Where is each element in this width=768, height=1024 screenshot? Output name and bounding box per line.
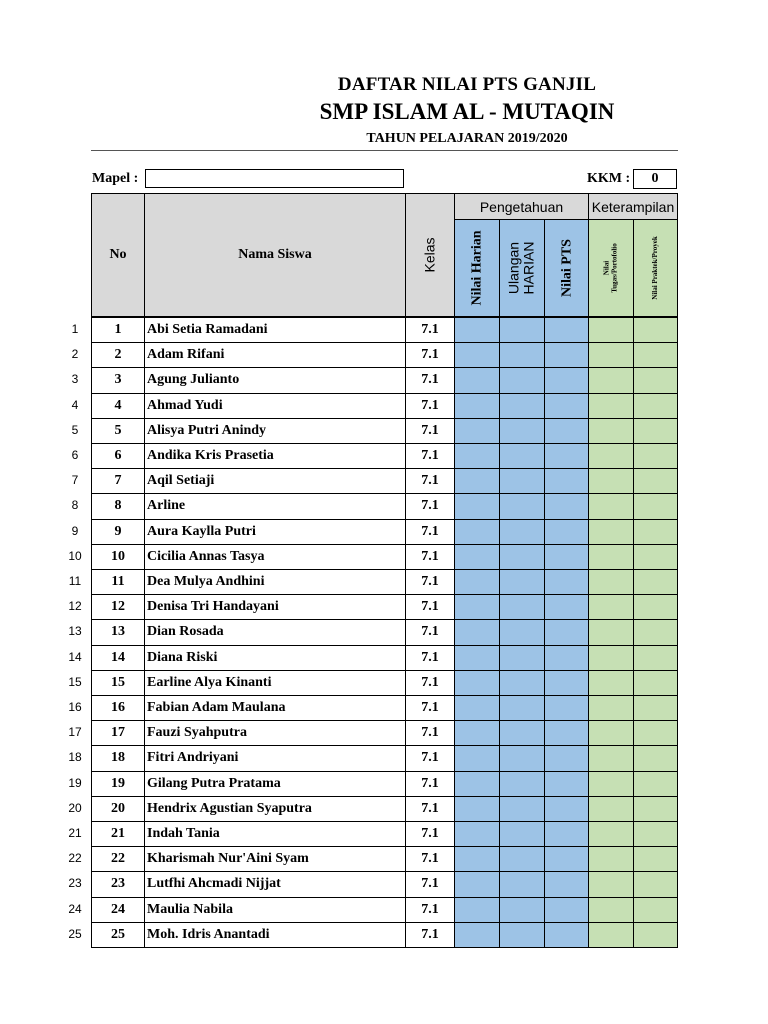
student-name-cell[interactable]: Kharismah Nur'Aini Syam xyxy=(144,847,406,872)
ulangan-harian-cell[interactable] xyxy=(499,368,545,393)
student-name-cell[interactable]: Dian Rosada xyxy=(144,620,406,645)
nilai-harian-cell[interactable] xyxy=(454,368,500,393)
student-no-cell[interactable]: 7 xyxy=(91,469,145,494)
praktek-proyek-cell[interactable] xyxy=(633,595,678,620)
student-name-cell[interactable]: Aura Kaylla Putri xyxy=(144,520,406,545)
student-no-cell[interactable]: 2 xyxy=(91,343,145,368)
praktek-proyek-cell[interactable] xyxy=(633,343,678,368)
praktek-proyek-cell[interactable] xyxy=(633,746,678,771)
praktek-proyek-cell[interactable] xyxy=(633,721,678,746)
praktek-proyek-cell[interactable] xyxy=(633,646,678,671)
student-class-cell[interactable]: 7.1 xyxy=(405,494,455,519)
row-number: 15 xyxy=(68,674,82,689)
nilai-harian-cell[interactable] xyxy=(454,721,500,746)
praktek-proyek-cell[interactable] xyxy=(633,847,678,872)
row-number: 24 xyxy=(68,901,82,916)
tugas-portofolio-cell[interactable] xyxy=(588,419,634,444)
student-no-cell[interactable]: 14 xyxy=(91,646,145,671)
ulangan-line-1: Ulangan xyxy=(505,241,522,295)
row-number: 23 xyxy=(68,876,82,891)
column-header-ulangan-harian-label xyxy=(507,242,538,295)
mapel-label: Mapel : xyxy=(92,171,139,186)
student-no-cell[interactable]: 22 xyxy=(91,847,145,872)
nilai-pts-cell[interactable] xyxy=(544,394,589,419)
table-row xyxy=(0,847,768,872)
row-number: 18 xyxy=(68,750,82,765)
tugas-portofolio-cell[interactable] xyxy=(588,570,634,595)
row-number: 21 xyxy=(68,826,82,840)
student-name-cell[interactable]: Hendrix Agustian Syaputra xyxy=(144,797,406,822)
ulangan-harian-cell[interactable] xyxy=(499,469,545,494)
student-name-cell[interactable]: Denisa Tri Handayani xyxy=(144,595,406,620)
row-number: 4 xyxy=(71,397,79,412)
column-header-nilai-pts-label: Nilai PTS xyxy=(558,239,574,297)
table-row xyxy=(0,872,768,897)
table-row xyxy=(0,318,768,343)
ulangan-line-2: HARIAN xyxy=(521,241,537,295)
document-title: DAFTAR NILAI PTS GANJIL xyxy=(337,74,597,95)
tugas-portofolio-cell[interactable] xyxy=(588,646,634,671)
nilai-harian-cell[interactable] xyxy=(454,872,500,897)
tugas-portofolio-cell[interactable] xyxy=(588,469,634,494)
student-no-cell[interactable]: 3 xyxy=(91,368,145,393)
student-name-cell[interactable]: Arline xyxy=(144,494,406,519)
nilai-pts-cell[interactable] xyxy=(544,318,589,343)
nilai-harian-cell[interactable] xyxy=(454,520,500,545)
praktek-proyek-cell[interactable] xyxy=(633,469,678,494)
nilai-pts-cell[interactable] xyxy=(544,343,589,368)
ulangan-harian-cell[interactable] xyxy=(499,923,545,948)
ulangan-harian-cell[interactable] xyxy=(499,343,545,368)
nilai-harian-cell[interactable] xyxy=(454,646,500,671)
table-row xyxy=(0,444,768,469)
table-row xyxy=(0,494,768,519)
ulangan-harian-cell[interactable] xyxy=(499,444,545,469)
tugas-portofolio-cell[interactable] xyxy=(588,620,634,645)
tugas-portofolio-cell[interactable] xyxy=(588,494,634,519)
column-header-nama-label: Nama Siswa xyxy=(238,247,312,262)
nilai-pts-cell[interactable] xyxy=(544,419,589,444)
tugas-portofolio-cell[interactable] xyxy=(588,368,634,393)
student-class-cell[interactable]: 7.1 xyxy=(405,721,455,746)
tugas-line-2: Tugas/Portofolio xyxy=(610,243,618,293)
ulangan-harian-cell[interactable] xyxy=(499,545,545,570)
praktek-proyek-cell[interactable] xyxy=(633,923,678,948)
row-number: 17 xyxy=(68,725,82,740)
ulangan-harian-cell[interactable] xyxy=(499,520,545,545)
student-name-cell[interactable]: Agung Julianto xyxy=(144,368,406,393)
table-row xyxy=(0,394,768,419)
nilai-pts-cell[interactable] xyxy=(544,822,589,847)
nilai-pts-cell[interactable] xyxy=(544,494,589,519)
table-row xyxy=(0,822,768,847)
praktek-proyek-cell[interactable] xyxy=(633,444,678,469)
student-no-cell[interactable]: 5 xyxy=(91,419,145,444)
row-number: 7 xyxy=(71,473,79,488)
column-header-nilai-harian xyxy=(454,219,500,317)
student-name-cell[interactable]: Adam Rifani xyxy=(144,343,406,368)
column-header-nilai-harian-label: Nilai Harian xyxy=(469,230,485,306)
praktek-proyek-cell[interactable] xyxy=(633,394,678,419)
student-class-cell[interactable]: 7.1 xyxy=(405,923,455,948)
student-name-cell[interactable]: Indah Tania xyxy=(144,822,406,847)
nilai-harian-cell[interactable] xyxy=(454,595,500,620)
ulangan-harian-cell[interactable] xyxy=(499,746,545,771)
student-name-cell[interactable]: Cicilia Annas Tasya xyxy=(144,545,406,570)
student-name-cell[interactable]: Ahmad Yudi xyxy=(144,394,406,419)
nilai-harian-cell[interactable] xyxy=(454,696,500,721)
student-name-cell[interactable]: Diana Riski xyxy=(144,646,406,671)
table-row xyxy=(0,923,768,948)
column-header-praktek-proyek-label: Nilai Praktek/Proyek xyxy=(650,236,659,300)
nilai-pts-cell[interactable] xyxy=(544,772,589,797)
nilai-pts-cell[interactable] xyxy=(544,368,589,393)
nilai-pts-cell[interactable] xyxy=(544,847,589,872)
student-no-cell[interactable]: 4 xyxy=(91,394,145,419)
student-class-cell[interactable]: 7.1 xyxy=(405,419,455,444)
student-no-cell[interactable]: 8 xyxy=(91,494,145,519)
tugas-portofolio-cell[interactable] xyxy=(588,444,634,469)
student-class-cell[interactable]: 7.1 xyxy=(405,847,455,872)
column-header-kelas xyxy=(405,193,455,317)
student-name-cell[interactable]: Moh. Idris Anantadi xyxy=(144,923,406,948)
group-header-pengetahuan-label: Pengetahuan xyxy=(479,198,564,215)
row-number: 13 xyxy=(68,624,82,639)
ulangan-harian-cell[interactable] xyxy=(499,898,545,923)
student-no-cell[interactable]: 17 xyxy=(91,721,145,746)
nilai-harian-cell[interactable] xyxy=(454,746,500,771)
nilai-pts-cell[interactable] xyxy=(544,620,589,645)
student-class-cell[interactable]: 7.1 xyxy=(405,872,455,897)
student-no-cell[interactable]: 15 xyxy=(91,671,145,696)
student-no-cell[interactable]: 18 xyxy=(91,746,145,771)
row-number: 8 xyxy=(71,498,79,513)
tugas-portofolio-cell[interactable] xyxy=(588,822,634,847)
student-no-cell[interactable]: 1 xyxy=(91,318,145,343)
tugas-portofolio-cell[interactable] xyxy=(588,872,634,897)
tugas-portofolio-cell[interactable] xyxy=(588,343,634,368)
row-number: 20 xyxy=(68,800,82,815)
nilai-harian-cell[interactable] xyxy=(454,469,500,494)
nilai-pts-cell[interactable] xyxy=(544,646,589,671)
student-no-cell[interactable]: 23 xyxy=(91,872,145,897)
student-class-cell[interactable]: 7.1 xyxy=(405,797,455,822)
student-class-cell[interactable]: 7.1 xyxy=(405,444,455,469)
praktek-proyek-cell[interactable] xyxy=(633,520,678,545)
row-number: 10 xyxy=(68,548,82,563)
praktek-proyek-cell[interactable] xyxy=(633,419,678,444)
nilai-pts-cell[interactable] xyxy=(544,595,589,620)
praktek-proyek-cell[interactable] xyxy=(633,570,678,595)
row-number: 19 xyxy=(68,775,82,790)
table-row xyxy=(0,595,768,620)
mapel-input[interactable] xyxy=(145,169,404,188)
student-class-cell[interactable]: 7.1 xyxy=(405,646,455,671)
tugas-portofolio-cell[interactable] xyxy=(588,318,634,343)
column-header-tugas-portofolio-label xyxy=(603,243,618,293)
column-header-no xyxy=(91,193,145,317)
student-class-cell[interactable]: 7.1 xyxy=(405,570,455,595)
table-row xyxy=(0,721,768,746)
nilai-pts-cell[interactable] xyxy=(544,469,589,494)
tugas-portofolio-cell[interactable] xyxy=(588,394,634,419)
nilai-harian-cell[interactable] xyxy=(454,494,500,519)
student-class-cell[interactable]: 7.1 xyxy=(405,620,455,645)
ulangan-harian-cell[interactable] xyxy=(499,318,545,343)
student-class-cell[interactable]: 7.1 xyxy=(405,520,455,545)
tugas-portofolio-cell[interactable] xyxy=(588,746,634,771)
nilai-harian-cell[interactable] xyxy=(454,772,500,797)
ulangan-harian-cell[interactable] xyxy=(499,570,545,595)
nilai-harian-cell[interactable] xyxy=(454,570,500,595)
tugas-portofolio-cell[interactable] xyxy=(588,923,634,948)
nilai-harian-cell[interactable] xyxy=(454,394,500,419)
praktek-proyek-cell[interactable] xyxy=(633,797,678,822)
student-name-cell[interactable]: Abi Setia Ramadani xyxy=(144,318,406,343)
table-row xyxy=(0,419,768,444)
student-class-cell[interactable]: 7.1 xyxy=(405,469,455,494)
student-name-cell[interactable]: Lutfhi Ahcmadi Nijjat xyxy=(144,872,406,897)
tugas-portofolio-cell[interactable] xyxy=(588,797,634,822)
student-class-cell[interactable]: 7.1 xyxy=(405,746,455,771)
row-number: 1 xyxy=(71,322,79,336)
student-name-cell[interactable]: Alisya Putri Anindy xyxy=(144,419,406,444)
nilai-pts-cell[interactable] xyxy=(544,746,589,771)
nilai-harian-cell[interactable] xyxy=(454,620,500,645)
column-header-nama xyxy=(144,193,406,317)
student-name-cell[interactable]: Gilang Putra Pratama xyxy=(144,772,406,797)
student-name-cell[interactable]: Fabian Adam Maulana xyxy=(144,696,406,721)
student-name-cell[interactable]: Fauzi Syahputra xyxy=(144,721,406,746)
praktek-proyek-cell[interactable] xyxy=(633,822,678,847)
nilai-pts-cell[interactable] xyxy=(544,872,589,897)
nilai-harian-cell[interactable] xyxy=(454,671,500,696)
nilai-pts-cell[interactable] xyxy=(544,520,589,545)
nilai-harian-cell[interactable] xyxy=(454,898,500,923)
table-row xyxy=(0,898,768,923)
praktek-proyek-cell[interactable] xyxy=(633,545,678,570)
nilai-pts-cell[interactable] xyxy=(544,545,589,570)
row-number: 12 xyxy=(68,599,82,614)
praktek-proyek-cell[interactable] xyxy=(633,671,678,696)
nilai-pts-cell[interactable] xyxy=(544,671,589,696)
ulangan-harian-cell[interactable] xyxy=(499,772,545,797)
nilai-harian-cell[interactable] xyxy=(454,444,500,469)
student-no-cell[interactable]: 6 xyxy=(91,444,145,469)
nilai-harian-cell[interactable] xyxy=(454,419,500,444)
row-number: 14 xyxy=(68,649,82,664)
tugas-portofolio-cell[interactable] xyxy=(588,671,634,696)
student-name-cell[interactable]: Fitri Andriyani xyxy=(144,746,406,771)
group-header-keterampilan xyxy=(588,193,678,220)
student-name-cell[interactable]: Andika Kris Prasetia xyxy=(144,444,406,469)
praktek-proyek-cell[interactable] xyxy=(633,620,678,645)
nilai-harian-cell[interactable] xyxy=(454,847,500,872)
column-header-ulangan-harian xyxy=(499,219,545,317)
ulangan-harian-cell[interactable] xyxy=(499,394,545,419)
row-number: 5 xyxy=(71,422,79,437)
student-class-cell[interactable]: 7.1 xyxy=(405,772,455,797)
praktek-proyek-cell[interactable] xyxy=(633,494,678,519)
student-no-cell[interactable]: 24 xyxy=(91,898,145,923)
ulangan-harian-cell[interactable] xyxy=(499,822,545,847)
table-row xyxy=(0,570,768,595)
row-number: 9 xyxy=(71,523,79,538)
school-name: SMP ISLAM AL - MUTAQIN xyxy=(319,99,615,124)
table-row xyxy=(0,469,768,494)
nilai-harian-cell[interactable] xyxy=(454,343,500,368)
table-row xyxy=(0,343,768,368)
student-no-cell[interactable]: 11 xyxy=(91,570,145,595)
student-no-cell[interactable]: 20 xyxy=(91,797,145,822)
row-number: 11 xyxy=(68,574,82,588)
nilai-pts-cell[interactable] xyxy=(544,570,589,595)
nilai-harian-cell[interactable] xyxy=(454,797,500,822)
group-header-keterampilan-label: Keterampilan xyxy=(591,198,675,215)
row-number: 6 xyxy=(71,448,79,462)
row-number: 25 xyxy=(68,926,82,941)
nilai-pts-cell[interactable] xyxy=(544,923,589,948)
table-row xyxy=(0,696,768,721)
praktek-proyek-cell[interactable] xyxy=(633,696,678,721)
column-header-kelas-label: Kelas xyxy=(421,237,438,273)
student-no-cell[interactable]: 16 xyxy=(91,696,145,721)
row-number: 22 xyxy=(68,851,82,866)
student-class-cell[interactable]: 7.1 xyxy=(405,318,455,343)
tugas-portofolio-cell[interactable] xyxy=(588,696,634,721)
table-row xyxy=(0,520,768,545)
student-class-cell[interactable]: 7.1 xyxy=(405,394,455,419)
student-class-cell[interactable]: 7.1 xyxy=(405,343,455,368)
title-divider xyxy=(91,150,678,151)
student-no-cell[interactable]: 9 xyxy=(91,520,145,545)
column-header-tugas-portofolio xyxy=(588,219,634,317)
nilai-pts-cell[interactable] xyxy=(544,797,589,822)
student-name-cell[interactable]: Dea Mulya Andhini xyxy=(144,570,406,595)
nilai-harian-cell[interactable] xyxy=(454,822,500,847)
ulangan-harian-cell[interactable] xyxy=(499,646,545,671)
praktek-proyek-cell[interactable] xyxy=(633,368,678,393)
nilai-pts-cell[interactable] xyxy=(544,444,589,469)
table-row xyxy=(0,545,768,570)
student-no-cell[interactable]: 13 xyxy=(91,620,145,645)
praktek-proyek-cell[interactable] xyxy=(633,872,678,897)
ulangan-harian-cell[interactable] xyxy=(499,696,545,721)
ulangan-harian-cell[interactable] xyxy=(499,620,545,645)
praktek-proyek-cell[interactable] xyxy=(633,898,678,923)
group-header-pengetahuan xyxy=(454,193,589,220)
academic-year: TAHUN PELAJARAN 2019/2020 xyxy=(366,131,568,146)
table-row xyxy=(0,746,768,771)
tugas-portofolio-cell[interactable] xyxy=(588,772,634,797)
ulangan-harian-cell[interactable] xyxy=(499,721,545,746)
student-name-cell[interactable]: Aqil Setiaji xyxy=(144,469,406,494)
table-row xyxy=(0,772,768,797)
table-row xyxy=(0,368,768,393)
tugas-portofolio-cell[interactable] xyxy=(588,520,634,545)
column-header-nilai-pts xyxy=(544,219,589,317)
student-no-cell[interactable]: 19 xyxy=(91,772,145,797)
row-number: 3 xyxy=(71,372,79,387)
kkm-input[interactable]: 0 xyxy=(633,169,677,189)
tugas-portofolio-cell[interactable] xyxy=(588,721,634,746)
nilai-pts-cell[interactable] xyxy=(544,696,589,721)
ulangan-harian-cell[interactable] xyxy=(499,797,545,822)
kkm-label: KKM : xyxy=(587,171,631,186)
student-no-cell[interactable]: 12 xyxy=(91,595,145,620)
nilai-harian-cell[interactable] xyxy=(454,318,500,343)
praktek-proyek-cell[interactable] xyxy=(633,318,678,343)
nilai-harian-cell[interactable] xyxy=(454,923,500,948)
tugas-portofolio-cell[interactable] xyxy=(588,847,634,872)
column-header-praktek-proyek xyxy=(633,219,678,317)
table-row xyxy=(0,646,768,671)
student-name-cell[interactable]: Maulia Nabila xyxy=(144,898,406,923)
ulangan-harian-cell[interactable] xyxy=(499,494,545,519)
column-header-no-label: No xyxy=(109,247,127,262)
praktek-proyek-cell[interactable] xyxy=(633,772,678,797)
ulangan-harian-cell[interactable] xyxy=(499,872,545,897)
student-class-cell[interactable]: 7.1 xyxy=(405,696,455,721)
student-no-cell[interactable]: 10 xyxy=(91,545,145,570)
student-no-cell[interactable]: 25 xyxy=(91,923,145,948)
ulangan-harian-cell[interactable] xyxy=(499,671,545,696)
tugas-portofolio-cell[interactable] xyxy=(588,595,634,620)
nilai-harian-cell[interactable] xyxy=(454,545,500,570)
nilai-pts-cell[interactable] xyxy=(544,898,589,923)
tugas-portofolio-cell[interactable] xyxy=(588,545,634,570)
student-class-cell[interactable]: 7.1 xyxy=(405,671,455,696)
student-name-cell[interactable]: Earline Alya Kinanti xyxy=(144,671,406,696)
ulangan-harian-cell[interactable] xyxy=(499,419,545,444)
student-class-cell[interactable]: 7.1 xyxy=(405,595,455,620)
student-class-cell[interactable]: 7.1 xyxy=(405,368,455,393)
student-no-cell[interactable]: 21 xyxy=(91,822,145,847)
ulangan-harian-cell[interactable] xyxy=(499,847,545,872)
student-class-cell[interactable]: 7.1 xyxy=(405,822,455,847)
student-class-cell[interactable]: 7.1 xyxy=(405,545,455,570)
row-number: 16 xyxy=(68,700,82,714)
student-class-cell[interactable]: 7.1 xyxy=(405,898,455,923)
tugas-line-1: Nilai xyxy=(602,260,611,276)
tugas-portofolio-cell[interactable] xyxy=(588,898,634,923)
table-row xyxy=(0,671,768,696)
nilai-pts-cell[interactable] xyxy=(544,721,589,746)
ulangan-harian-cell[interactable] xyxy=(499,595,545,620)
table-row xyxy=(0,797,768,822)
table-row xyxy=(0,620,768,645)
row-number: 2 xyxy=(71,347,79,362)
